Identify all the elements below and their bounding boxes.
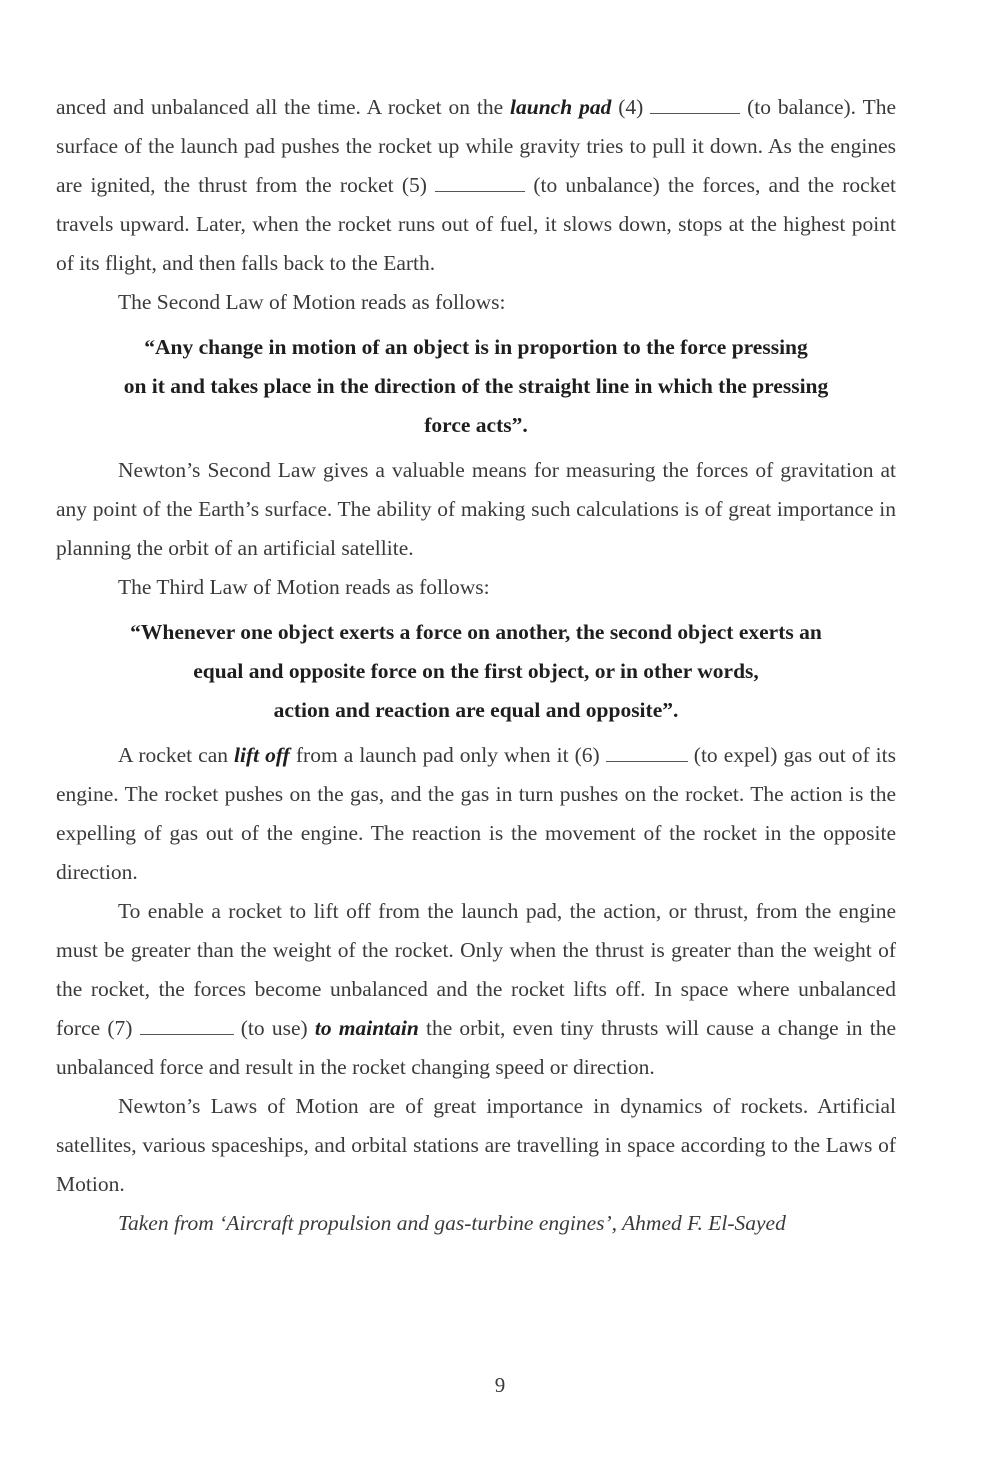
blank-7[interactable] — [140, 1014, 234, 1035]
quote-line: equal and opposite force on the first object, or in other words, — [193, 659, 759, 683]
text-run: (to expel) gas out of its engine. The rocket pushes on the gas, and the gas in turn pushes on the rocket. The action is the expelling of gas out of the engine. The reaction is the movement of the rocket in the opposite direction. — [56, 743, 896, 884]
text-run: the orbit, even tiny thrusts will cause a change in the unbalanced force and result in the rocket changing speed or direction. — [56, 1016, 896, 1079]
blank-6[interactable] — [606, 741, 688, 762]
blank-4[interactable] — [650, 93, 740, 114]
second-law-quote — [56, 328, 896, 445]
term-to-maintain: to maintain — [314, 1016, 419, 1040]
text-run: (4) — [611, 95, 651, 119]
source-citation: Taken from ‘Aircraft propulsion and gas-turbine engines’, Ahmed F. El-Sayed — [118, 1211, 786, 1235]
paragraph-lift-off — [56, 736, 896, 892]
quote-line: “Any change in motion of an object is in proportion to the force pressing — [144, 335, 808, 359]
paragraph-second-law: Newton’s Second Law gives a valuable means for measuring the forces of gravitation at any point of the Earth’s surface. The ability of making such calculations is of great importance in planning the orbit of an artificial satellite. — [56, 458, 896, 560]
text-run: To enable a rocket to lift off from the launch pad, the action, or thrust, from the engine must be greater than the weight of the rocket. Only when the thrust is greater than the weight of the rocket, the forces become unbalanced and the rocket lifts off. In space where unbalanced force (7) — [56, 899, 896, 1040]
quote-line: force acts”. — [424, 413, 528, 437]
text-run: anced and unbalanced all the time. A rocket on the — [56, 95, 511, 119]
term-launch-pad: launch pad — [510, 95, 612, 119]
quote-line: “Whenever one object exerts a force on another, the second object exerts an — [130, 620, 822, 644]
text-run: A rocket can — [118, 743, 235, 767]
quote-line: action and reaction are equal and opposite”. — [273, 698, 679, 722]
text-run: from a launch pad only when it (6) — [289, 743, 606, 767]
paragraph-rocket-forces — [56, 88, 896, 283]
page-number: 9 — [494, 1373, 506, 1397]
text-run: (to balance). The surface of the launch pad pushes the rocket up while gravity tries to pull it down. As the engines are ignited, the thrust from the rocket (5) — [56, 95, 896, 197]
text-run: (to use) — [233, 1016, 315, 1040]
third-law-quote — [56, 613, 896, 730]
paragraph-thrust — [56, 892, 896, 1087]
text-run: (to unbalance) the forces, and the rocket travels upward. Later, when the rocket runs out of fuel, it slows down, stops at the highest point of its flight, and then falls back to the Earth. — [56, 173, 896, 275]
paragraph-laws-importance: Newton’s Laws of Motion are of great importance in dynamics of rockets. Artificial satellites, various spaceships, and orbital stations are travelling in space according to the Laws of Motion. — [56, 1094, 896, 1196]
second-law-intro: The Second Law of Motion reads as follows: — [118, 290, 506, 314]
term-lift-off: lift off — [234, 743, 290, 767]
page-body — [56, 88, 896, 1243]
blank-5[interactable] — [435, 171, 525, 192]
third-law-intro: The Third Law of Motion reads as follows: — [118, 575, 490, 599]
quote-line: on it and takes place in the direction of the straight line in which the pressing — [123, 374, 829, 398]
